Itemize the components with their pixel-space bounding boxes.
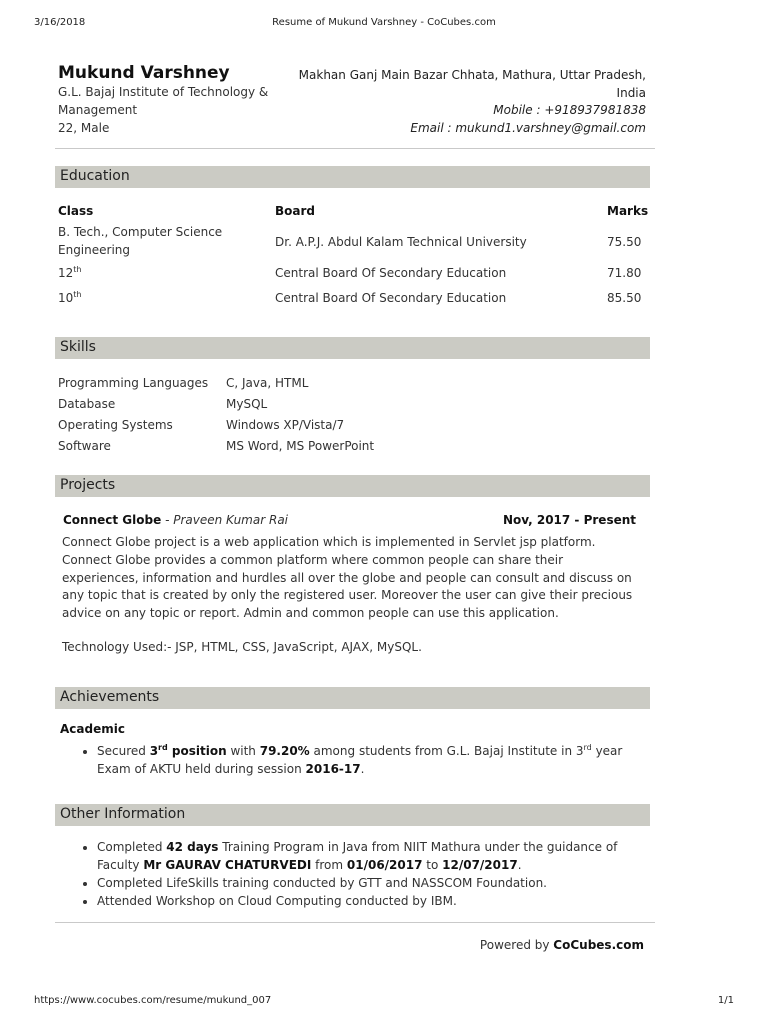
email-address: Email : mukund1.varshney@gmail.com bbox=[410, 121, 646, 135]
edu-row1-board: Dr. A.P.J. Abdul Kalam Technical University bbox=[275, 235, 527, 249]
achievements-subheading: Academic bbox=[60, 722, 125, 736]
footer-divider bbox=[55, 922, 655, 923]
education-heading: Education bbox=[60, 168, 130, 184]
address-line1: Makhan Ganj Main Bazar Chhata, Mathura, Uttar Pradesh, bbox=[298, 68, 646, 82]
col-marks-header: Marks bbox=[607, 204, 649, 218]
edu-row3-marks: 85.50 bbox=[607, 291, 642, 305]
other-info-item: • Completed LifeSkills training conducted by GTT and NASSCOM Foundation. bbox=[97, 874, 640, 892]
project-period: Nov, 2017 - Present bbox=[502, 513, 636, 527]
skill-value: Windows XP/Vista/7 bbox=[226, 418, 345, 432]
cocubes-link[interactable]: CoCubes.com bbox=[553, 938, 644, 952]
achievements-list bbox=[80, 742, 640, 778]
other-info-section-header bbox=[55, 804, 650, 826]
education-section-header bbox=[55, 166, 650, 188]
age-gender: 22, Male bbox=[58, 121, 110, 135]
project-technology: Technology Used:- JSP, HTML, CSS, JavaScript, AJAX, MySQL. bbox=[62, 640, 422, 654]
achievement-item: • Secured 3rd position with 79.20% among students from G.L. Bajaj Institute in 3rd year Exam of AKTU held during session 2016-17. bbox=[97, 742, 640, 778]
print-date: 3/16/2018 bbox=[34, 17, 86, 28]
project-author: - Praveen Kumar Rai bbox=[165, 513, 289, 527]
edu-row2-board: Central Board Of Secondary Education bbox=[275, 266, 507, 280]
candidate-name: Mukund Varshney bbox=[58, 63, 230, 83]
skill-value: MS Word, MS PowerPoint bbox=[226, 439, 375, 453]
skill-label: Operating Systems bbox=[58, 418, 173, 432]
edu-row3-board: Central Board Of Secondary Education bbox=[275, 291, 507, 305]
print-title: Resume of Mukund Varshney - CoCubes.com bbox=[272, 17, 496, 28]
institute-line2: Management bbox=[58, 103, 138, 117]
skill-label: Programming Languages bbox=[58, 376, 209, 390]
edu-row2-class: 12th bbox=[58, 265, 82, 280]
mobile-number: Mobile : +918937981838 bbox=[493, 103, 646, 117]
achievements-heading: Achievements bbox=[60, 689, 160, 705]
edu-row1-class-line1: B. Tech., Computer Science bbox=[58, 225, 223, 239]
col-board-header: Board bbox=[275, 204, 315, 218]
edu-row1-marks: 75.50 bbox=[607, 235, 642, 249]
projects-section-header bbox=[55, 475, 650, 497]
other-info-item: • Attended Workshop on Cloud Computing conducted by IBM. bbox=[97, 892, 640, 910]
skill-value: MySQL bbox=[226, 397, 268, 411]
print-page-number: 1/1 bbox=[717, 995, 734, 1006]
edu-row3-class: 10th bbox=[58, 290, 82, 305]
powered-by: Powered by CoCubes.com bbox=[479, 938, 644, 952]
project-title: Connect Globe bbox=[63, 513, 162, 527]
skills-heading: Skills bbox=[60, 339, 96, 355]
edu-row2-marks: 71.80 bbox=[607, 266, 642, 280]
skill-value: C, Java, HTML bbox=[226, 376, 309, 390]
project-description: Connect Globe project is a web application which is implemented in Servlet jsp platform. Connect Globe provides a common platform where common people can share their experiences, information and hurdles all over the globe and people can consult and discuss on any topic that is created by only the registered user. Moreover the user can give their precious advice on any topic or report. Admin and common people can use this application. bbox=[62, 535, 633, 621]
skill-label: Database bbox=[58, 397, 116, 411]
skills-section-header bbox=[55, 337, 650, 359]
edu-row1-class-line2: Engineering bbox=[58, 243, 130, 257]
other-info-item: • Completed 42 days Training Program in Java from NIIT Mathura under the guidance of Faculty Mr GAURAV CHATURVEDI from 01/06/2017 to 12/07/2017. bbox=[97, 838, 640, 874]
project-title-line bbox=[63, 513, 288, 527]
skill-label: Software bbox=[58, 439, 111, 453]
address-line2: India bbox=[616, 86, 646, 100]
header-divider bbox=[55, 148, 655, 149]
projects-heading: Projects bbox=[60, 477, 116, 493]
col-class-header: Class bbox=[58, 204, 94, 218]
other-info-list bbox=[80, 838, 640, 910]
print-url: https://www.cocubes.com/resume/mukund_007 bbox=[34, 995, 272, 1006]
other-info-heading: Other Information bbox=[60, 806, 186, 822]
institute-line1: G.L. Bajaj Institute of Technology & bbox=[58, 85, 269, 99]
achievements-section-header bbox=[55, 687, 650, 709]
